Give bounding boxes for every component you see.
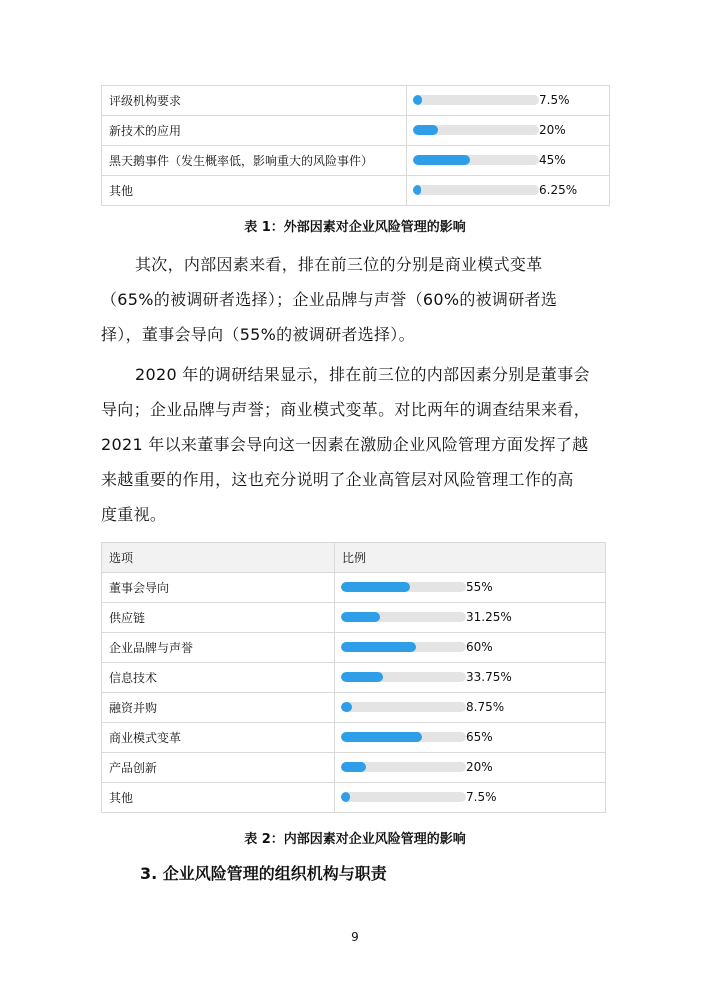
internal-factors-table [101,542,606,813]
bar-fill [413,95,422,105]
percent-label: 65% [466,730,493,744]
bar-track [341,702,466,712]
ratio-cell [407,176,610,206]
row-label: 黑天鹅事件（发生概率低，影响重大的风险事件） [102,146,407,176]
percent-label: 7.5% [539,93,570,107]
row-label: 融资并购 [102,693,335,723]
table-row [102,603,606,633]
paragraph-line: 其次，内部因素来看，排在前三位的分别是商业模式变革 [135,255,543,274]
ratio-cell [335,693,606,723]
bar-track [341,612,466,622]
bar-fill [341,582,410,592]
percent-label: 31.25% [466,610,512,624]
bar-fill [341,642,416,652]
table-row [102,663,606,693]
table-row [102,783,606,813]
bar-fill [341,702,352,712]
percent-label: 6.25% [539,183,578,197]
table-header-row [102,543,606,573]
bar-fill [341,792,350,802]
paragraph-internal-factors [101,247,609,352]
ratio-cell [407,146,610,176]
row-label: 企业品牌与声誉 [102,633,335,663]
bar-track [341,792,466,802]
external-factors-table [101,85,610,206]
column-header-ratio: 比例 [335,543,606,573]
bar-track [413,185,539,195]
page-number: 9 [351,930,359,944]
percent-label: 33.75% [466,670,512,684]
row-label: 董事会导向 [102,573,335,603]
percent-label: 55% [466,580,493,594]
bar-fill [413,155,470,165]
percent-label: 7.5% [466,790,497,804]
table1-caption: 表 1：外部因素对企业风险管理的影响 [244,220,466,235]
column-header-option: 选项 [102,543,335,573]
bar-track [341,762,466,772]
bar-track [341,672,466,682]
percent-label: 45% [539,153,566,167]
paragraph-line: 度重视。 [101,505,167,524]
table-row [102,753,606,783]
row-label: 其他 [102,176,407,206]
bar-fill [341,762,366,772]
ratio-cell [335,573,606,603]
ratio-cell [335,603,606,633]
ratio-cell [335,783,606,813]
ratio-cell [407,86,610,116]
ratio-cell [335,633,606,663]
percent-label: 20% [539,123,566,137]
row-label: 产品创新 [102,753,335,783]
table-row [102,573,606,603]
paragraph-line: 来越重要的作用，这也充分说明了企业高管层对风险管理工作的高 [101,470,574,489]
percent-label: 8.75% [466,700,505,714]
paragraph-line: 2020 年的调研结果显示，排在前三位的内部因素分别是董事会 [135,365,590,384]
bar-track [341,732,466,742]
table-row [102,633,606,663]
paragraph-line: 导向；企业品牌与声誉；商业模式变革。对比两年的调查结果来看， [101,400,591,419]
bar-fill [341,612,380,622]
paragraph-line: （65%的被调研者选择）；企业品牌与声誉（60%的被调研者选 [101,290,558,309]
bar-track [341,642,466,652]
bar-fill [413,185,421,195]
table-row [102,146,610,176]
table-row [102,86,610,116]
table-row [102,176,610,206]
ratio-cell [335,723,606,753]
bar-fill [413,125,438,135]
paragraph-line: 择），董事会导向（55%的被调研者选择）。 [101,325,415,344]
bar-fill [341,672,383,682]
row-label: 商业模式变革 [102,723,335,753]
ratio-cell [335,663,606,693]
bar-track [413,95,539,105]
row-label: 供应链 [102,603,335,633]
section-heading: 3. 企业风险管理的组织机构与职责 [140,864,387,883]
percent-label: 60% [466,640,493,654]
paragraph-2020-results [101,357,609,532]
table-row [102,723,606,753]
table-row [102,116,610,146]
paragraph-line: 2021 年以来董事会导向这一因素在激励企业风险管理方面发挥了越 [101,435,589,454]
bar-track [341,582,466,592]
percent-label: 20% [466,760,493,774]
bar-fill [341,732,422,742]
row-label: 信息技术 [102,663,335,693]
table2-caption: 表 2：内部因素对企业风险管理的影响 [244,832,466,847]
row-label: 新技术的应用 [102,116,407,146]
bar-track [413,155,539,165]
row-label: 评级机构要求 [102,86,407,116]
table-row [102,693,606,723]
bar-track [413,125,539,135]
ratio-cell [335,753,606,783]
ratio-cell [407,116,610,146]
row-label: 其他 [102,783,335,813]
